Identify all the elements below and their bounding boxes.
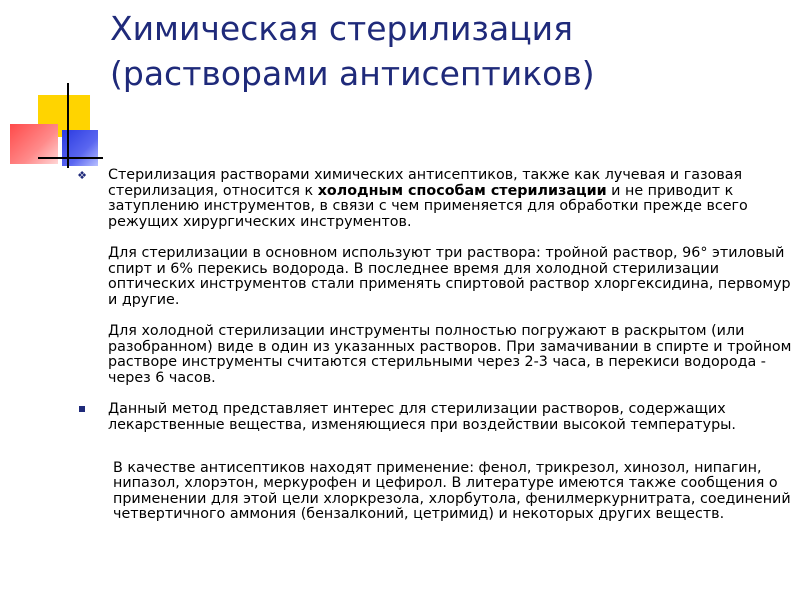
- title-line-1: Химическая стерилизация: [110, 9, 573, 48]
- bullet-1-paragraph-2: Для стерилизации в основном используют три раствора: тройной раствор, 96° этиловый спирт и 6% перекись водорода. В последнее время для холодной стерилизации оптических инструментов стали применять спиртовой раствор хлоргексидина, первомур и другие.: [108, 244, 791, 308]
- square-bullet-icon: [74, 402, 90, 418]
- slide-body: [74, 168, 794, 523]
- text-segment: и не приводит к затуплению инструментов, в связи с чем применяется для обработки прежде всего режущих хирургических инструментов.: [108, 182, 748, 230]
- bullet-2-paragraph-1: Данный метод представляет интерес для стерилизации растворов, содержащих лекарственные вещества, изменяющиеся при воздействии высокой температуры.: [108, 400, 736, 433]
- bullet-item-1: [74, 168, 794, 386]
- bullet-1-paragraph-1: [108, 168, 794, 230]
- bullet-2-paragraph-2: В качестве антисептиков находят применение: фенол, трикрезол, хинозол, нипагин, нипазол, хлорэтон, меркурофен и цефирол. В литературе имеются также сообщения о применении для этой цели хлоркрезола, хлорбутола, фенилмеркурнитрата, соединений четвертичного аммония (бензалконий, цетримид) и некоторых других веществ.: [113, 459, 791, 523]
- bullet-item-2: [74, 402, 794, 523]
- title-line-2: (растворами антисептиков): [110, 54, 595, 93]
- bold-text: холодным способам стерилизации: [317, 182, 607, 199]
- horizontal-line: [38, 157, 103, 159]
- bullet-1-paragraph-3: Для холодной стерилизации инструменты полностью погружают в раскрытом (или разобранном) виде в один из указанных растворов. При замачивании в спирте и тройном растворе инструменты считаются стерильными через 2-3 часа, в перекиси водорода - через 6 часов.: [108, 322, 792, 386]
- color-squares-logo-icon: [0, 0, 110, 175]
- vertical-line: [67, 83, 69, 168]
- diamond-bullet-icon: ❖: [77, 169, 87, 182]
- text-segment: Стерилизация растворами химических антисептиков, также как лучевая и газовая стерилизация, относится к: [108, 167, 743, 199]
- slide-title: [110, 6, 790, 96]
